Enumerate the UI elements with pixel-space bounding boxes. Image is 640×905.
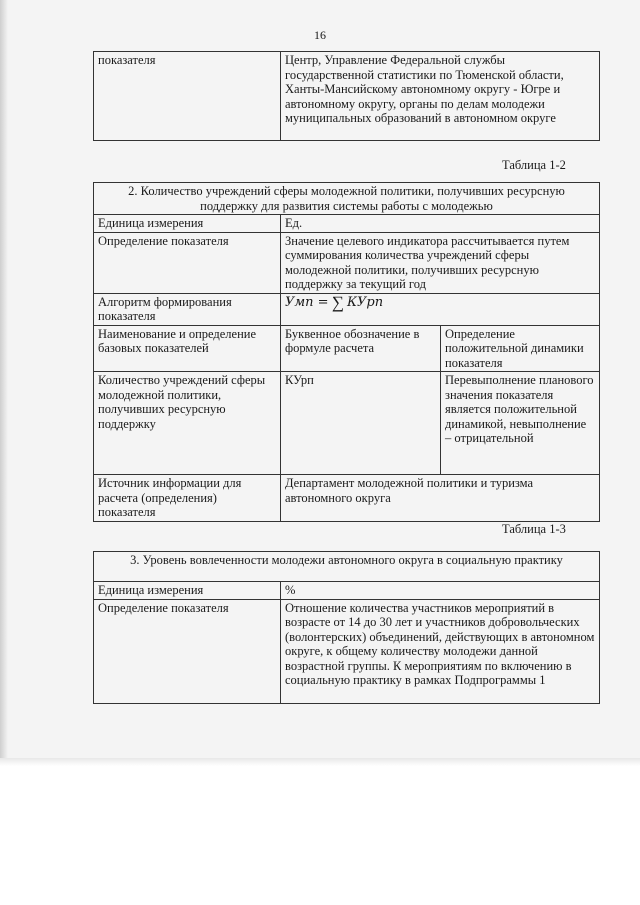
- definition-label-1-3: Определение показателя: [94, 599, 281, 703]
- page-number: 16: [314, 28, 326, 42]
- formula-right: КУрп: [346, 294, 384, 310]
- caption-table-1-3: Таблица 1-3: [502, 522, 566, 536]
- source-label: Источник информации для расчета (определения) показателя: [94, 475, 281, 522]
- unit-value: Ед.: [281, 215, 600, 233]
- top-table: [93, 51, 600, 141]
- unit-label: Единица измерения: [94, 215, 281, 233]
- base-col-dynamics: Определение положительной динамики показателя: [441, 325, 600, 372]
- definition-value: Значение целевого индикатора рассчитывается путем суммирования количества учреждений сферы молодежной политики, получивших ресурсную поддержку за текущий год: [281, 232, 600, 293]
- table-1-2-title: 2. Количество учреждений сферы молодежной политики, получивших ресурсную поддержку для развития системы работы с молодежью: [94, 183, 600, 215]
- indicator-dynamics: Перевыполнение планового значения показателя является положительной динамикой, невыполнение – отрицательной: [441, 372, 600, 475]
- scan-bottom-edge: [0, 758, 640, 766]
- definition-label: Определение показателя: [94, 232, 281, 293]
- sum-symbol: ∑: [331, 292, 344, 312]
- table-1-2: [93, 182, 600, 522]
- algorithm-label: Алгоритм формирования показателя: [94, 293, 281, 325]
- unit-label-1-3: Единица измерения: [94, 582, 281, 600]
- algorithm-formula: [281, 293, 600, 325]
- formula-left: Умп =: [285, 294, 329, 310]
- source-value: Департамент молодежной политики и туризма автономного округа: [281, 475, 600, 522]
- base-label: Наименование и определение базовых показателей: [94, 325, 281, 372]
- table-1-3-title: 3. Уровень вовлеченности молодежи автономного округа в социальную практику: [94, 552, 600, 582]
- indicator-name: Количество учреждений сферы молодежной политики, получивших ресурсную поддержку: [94, 372, 281, 475]
- unit-value-1-3: %: [281, 582, 600, 600]
- scan-left-edge: [0, 0, 8, 765]
- indicator-code: КУрп: [281, 372, 441, 475]
- top-table-right: Центр, Управление Федеральной службы государственной статистики по Тюменской области, Ханты-Мансийскому автономному округу - Югре и автономному округу, органы по делам молодежи муниципальных образований в автономном округе: [281, 52, 600, 141]
- top-table-left: показателя: [94, 52, 281, 141]
- definition-value-1-3: Отношение количества участников мероприятий в возрасте от 14 до 30 лет и участников добровольческих (волонтерских) объединений, действующих в автономном округе, к общему количеству молодежи данной возрастной группы. К мероприятиям по включению в социальную практику в рамках Подпрограммы 1: [281, 599, 600, 703]
- table-1-3: [93, 551, 600, 704]
- base-col-letter: Буквенное обозначение в формуле расчета: [281, 325, 441, 372]
- caption-table-1-2: Таблица 1-2: [502, 158, 566, 172]
